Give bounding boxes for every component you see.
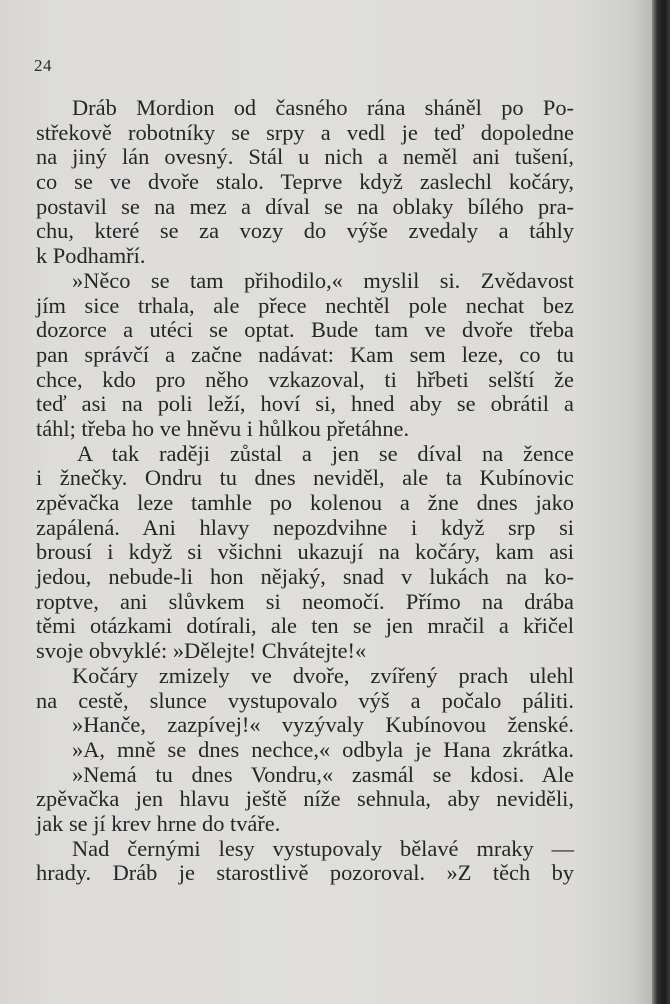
body-text	[36, 96, 574, 886]
text-line: jím sice trhala, ale přece nechtěl pole nechat bez	[36, 292, 574, 318]
text-line: táhl; třeba ho ve hněvu i hůlkou přetáhne.	[36, 415, 410, 441]
text-line: »Nemá tu dnes Vondru,« zasmál se kdosi. Ale	[72, 761, 574, 787]
text-line: na cestě, slunce vystupovalo výš a počalo páliti.	[36, 687, 574, 713]
text-line: pan správčí a začne nadávat: Kam sem leze, co tu	[36, 341, 574, 367]
text-line: Dráb Mordion od časného rána sháněl po Po-	[72, 95, 574, 120]
text-line: na jiný lán ovesný. Stál u nich a neměl ani tušení,	[36, 144, 574, 170]
text-line: »A, mně se dnes nechce,« odbyla je Hana zkrátka.	[72, 736, 574, 762]
text-line: hrady. Dráb je starostlivě pozoroval. »Z těch by	[36, 860, 574, 886]
text-line: Kočáry zmizely ve dvoře, zvířený prach ulehl	[72, 662, 574, 688]
text-line: Nad černými lesy vystupovaly bělavé mraky —	[72, 835, 574, 861]
text-line: střekově robotníky se srpy a vedl je teď dopoledne	[36, 119, 574, 145]
text-line: jedou, nebude-li hon nějaký, snad v lukách na ko-	[36, 564, 574, 590]
text-line: co se ve dvoře stalo. Teprve když zaslechl kočáry,	[36, 169, 574, 195]
text-line: chce, kdo pro něho vzkazoval, ti hřbeti selští že	[36, 366, 574, 392]
page-number: 24	[34, 56, 52, 75]
text-line: »Hanče, zazpívej!« vyzývaly Kubínovou ženské.	[72, 712, 574, 738]
text-line: postavil se na mez a díval se na oblaky bílého pra-	[36, 193, 574, 219]
text-line: k Podhamří.	[36, 243, 146, 269]
text-line: jak se jí krev hrne do tváře.	[36, 810, 281, 836]
text-line: těmi otázkami dotírali, ale ten se jen mračil a křičel	[36, 613, 574, 639]
text-line: brousí i když si všichni ukazují na kočáry, kam asi	[36, 539, 574, 565]
text-line: zapálená. Ani hlavy nepozdvihne i když srp si	[36, 514, 574, 540]
text-line: »Něco se tam přihodilo,« myslil si. Zvědavost	[72, 267, 574, 293]
text-line: A tak raději zůstal a jen se díval na žence	[77, 440, 574, 466]
text-line: chu, které se za vozy do výše zvedaly a táhly	[36, 218, 574, 244]
text-line: roptve, ani slůvkem si neomočí. Přímo na drába	[36, 588, 574, 614]
text-line: zpěvačka jen hlavu ještě níže sehnula, aby neviděli,	[36, 786, 574, 812]
book-binding-edge	[652, 0, 670, 1004]
text-line: teď asi na poli leží, hoví si, hned aby se obrátil a	[36, 391, 574, 417]
text-line: i žnečky. Ondru tu dnes neviděl, ale ta Kubínovic	[36, 465, 574, 491]
text-line: svoje obvyklé: »Dělejte! Chvátejte!«	[36, 638, 367, 664]
text-line: zpěvačka leze tamhle po kolenou a žne dnes jako	[36, 490, 574, 515]
text-line: dozorce a utéci se optat. Bude tam ve dvoře třeba	[36, 317, 574, 343]
